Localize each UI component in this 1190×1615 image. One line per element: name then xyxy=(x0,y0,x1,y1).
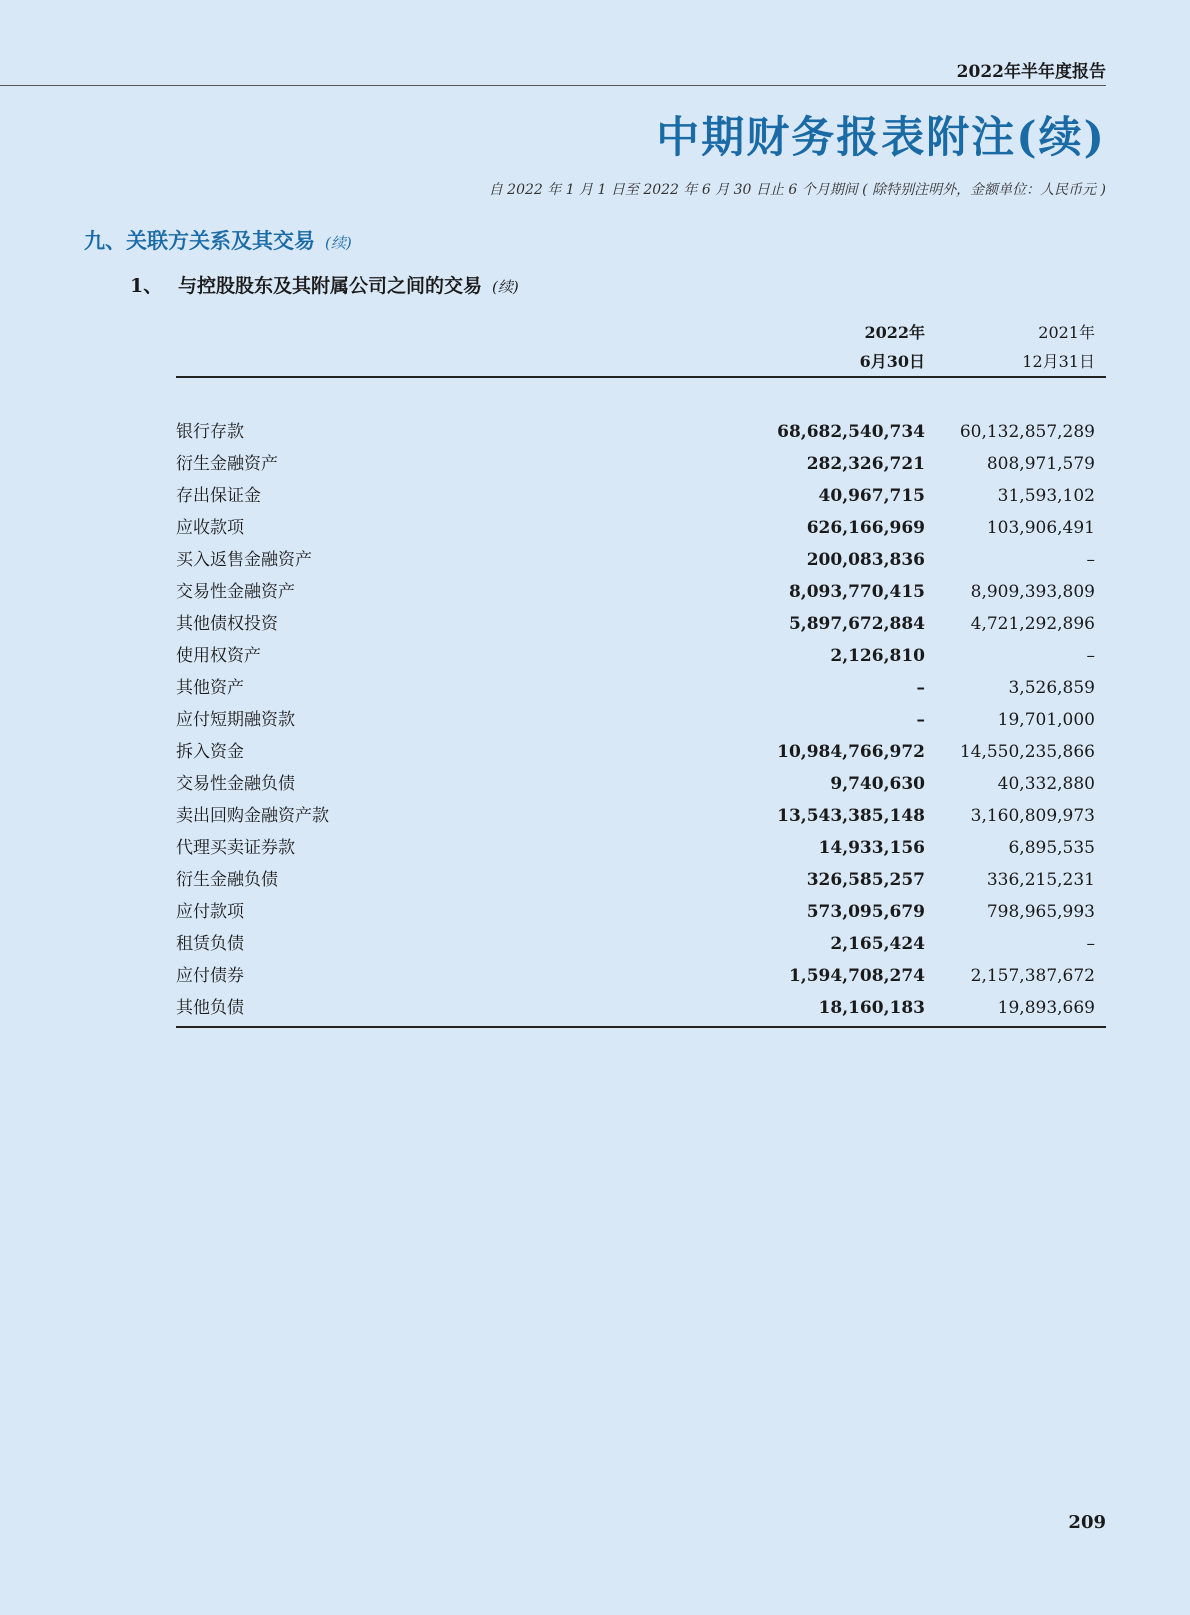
column-header-2021-year: 2021年 xyxy=(1038,323,1095,342)
column-header-2021-date: 12月31日 xyxy=(1022,352,1095,371)
table-row xyxy=(176,672,1106,704)
row-value-2022: 2,165,424 xyxy=(830,934,925,954)
row-label: 卖出回购金融资产款 xyxy=(176,806,329,826)
row-value-2022: 626,166,969 xyxy=(806,518,925,538)
table-row xyxy=(176,704,1106,736)
table-row xyxy=(176,832,1106,864)
table-bottom-rule xyxy=(176,1026,1106,1028)
subsection-number: 1、 xyxy=(130,275,163,297)
row-value-2021: – xyxy=(1086,646,1095,666)
table-row xyxy=(176,992,1106,1024)
section-heading xyxy=(84,225,352,255)
row-value-2022: 13,543,385,148 xyxy=(777,806,925,826)
table-row xyxy=(176,576,1106,608)
row-label: 存出保证金 xyxy=(176,486,261,506)
row-value-2021: 6,895,535 xyxy=(1008,838,1095,858)
row-value-2022: 8,093,770,415 xyxy=(788,582,925,602)
row-value-2021: 8,909,393,809 xyxy=(970,582,1095,602)
row-value-2022: 326,585,257 xyxy=(806,870,925,890)
row-value-2022: 200,083,836 xyxy=(806,550,925,570)
row-label: 衍生金融资产 xyxy=(176,454,278,474)
row-value-2021: 808,971,579 xyxy=(986,454,1095,474)
row-value-2022: 18,160,183 xyxy=(818,998,925,1018)
row-label: 拆入资金 xyxy=(176,742,244,762)
row-label: 使用权资产 xyxy=(176,646,261,666)
column-header-2022-date: 6月30日 xyxy=(859,352,925,371)
row-label: 应付债券 xyxy=(176,966,244,986)
table-row xyxy=(176,768,1106,800)
row-value-2021: 798,965,993 xyxy=(986,902,1095,922)
row-value-2021: 19,701,000 xyxy=(997,710,1095,730)
row-label: 其他资产 xyxy=(176,678,244,698)
table-row xyxy=(176,800,1106,832)
row-value-2021: 103,906,491 xyxy=(986,518,1095,538)
row-value-2022: 282,326,721 xyxy=(806,454,925,474)
row-value-2021: 3,526,859 xyxy=(1008,678,1095,698)
row-value-2022: 573,095,679 xyxy=(806,902,925,922)
table-row xyxy=(176,512,1106,544)
table-row xyxy=(176,544,1106,576)
table-row xyxy=(176,960,1106,992)
row-label: 租赁负债 xyxy=(176,934,244,954)
row-value-2021: 2,157,387,672 xyxy=(970,966,1095,986)
row-label: 买入返售金融资产 xyxy=(176,550,312,570)
row-value-2022: 5,897,672,884 xyxy=(788,614,925,634)
row-label: 代理买卖证券款 xyxy=(176,838,295,858)
period-note: 自 2022 年 1 月 1 日至 2022 年 6 月 30 日止 6 个月期间 ( 除特别注明外，金额单位：人民币元 ) xyxy=(488,182,1106,198)
table-row xyxy=(176,928,1106,960)
table-row xyxy=(176,448,1106,480)
table-row xyxy=(176,640,1106,672)
table-row xyxy=(176,480,1106,512)
table-header xyxy=(176,312,1106,378)
row-value-2021: 336,215,231 xyxy=(986,870,1095,890)
table-row xyxy=(176,896,1106,928)
row-label: 应付款项 xyxy=(176,902,244,922)
row-label: 其他负债 xyxy=(176,998,244,1018)
row-value-2022: 40,967,715 xyxy=(818,486,925,506)
subsection-continued-tag: (续) xyxy=(492,278,519,296)
page-number: 209 xyxy=(1068,1512,1106,1533)
section-continued-tag: (续) xyxy=(325,234,352,252)
row-label: 交易性金融资产 xyxy=(176,582,295,602)
table-row xyxy=(176,736,1106,768)
row-value-2021: 4,721,292,896 xyxy=(970,614,1095,634)
subsection-heading-text: 与控股股东及其附属公司之间的交易 xyxy=(178,275,483,297)
header-divider xyxy=(0,85,1106,86)
row-value-2022: – xyxy=(916,678,925,698)
row-value-2021: 60,132,857,289 xyxy=(959,422,1095,442)
table-row xyxy=(176,864,1106,896)
row-label: 应收款项 xyxy=(176,518,244,538)
row-value-2021: 14,550,235,866 xyxy=(959,742,1095,762)
row-value-2022: 10,984,766,972 xyxy=(777,742,925,762)
row-value-2021: 40,332,880 xyxy=(997,774,1095,794)
page-title: 中期财务报表附注(续) xyxy=(656,113,1106,163)
row-value-2021: – xyxy=(1086,550,1095,570)
row-label: 应付短期融资款 xyxy=(176,710,295,730)
row-value-2021: 19,893,669 xyxy=(997,998,1095,1018)
transactions-table xyxy=(176,312,1106,1028)
row-value-2022: 1,594,708,274 xyxy=(788,966,925,986)
table-body xyxy=(176,416,1106,1024)
row-value-2021: 31,593,102 xyxy=(997,486,1095,506)
row-label: 衍生金融负债 xyxy=(176,870,278,890)
row-label: 银行存款 xyxy=(176,422,244,442)
report-label: 2022年半年度报告 xyxy=(956,62,1106,82)
row-label: 交易性金融负债 xyxy=(176,774,295,794)
row-value-2022: 14,933,156 xyxy=(818,838,925,858)
row-value-2021: – xyxy=(1086,934,1095,954)
column-header-2022-year: 2022年 xyxy=(864,323,925,342)
subsection-heading xyxy=(130,271,519,298)
column-header-2021 xyxy=(1022,318,1095,376)
row-value-2022: 2,126,810 xyxy=(830,646,925,666)
row-label: 其他债权投资 xyxy=(176,614,278,634)
section-heading-text: 九、关联方关系及其交易 xyxy=(84,228,315,253)
row-value-2022: – xyxy=(916,710,925,730)
row-value-2022: 9,740,630 xyxy=(830,774,925,794)
column-header-2022 xyxy=(860,318,925,376)
table-row xyxy=(176,608,1106,640)
row-value-2022: 68,682,540,734 xyxy=(777,422,925,442)
table-row xyxy=(176,416,1106,448)
row-value-2021: 3,160,809,973 xyxy=(970,806,1095,826)
